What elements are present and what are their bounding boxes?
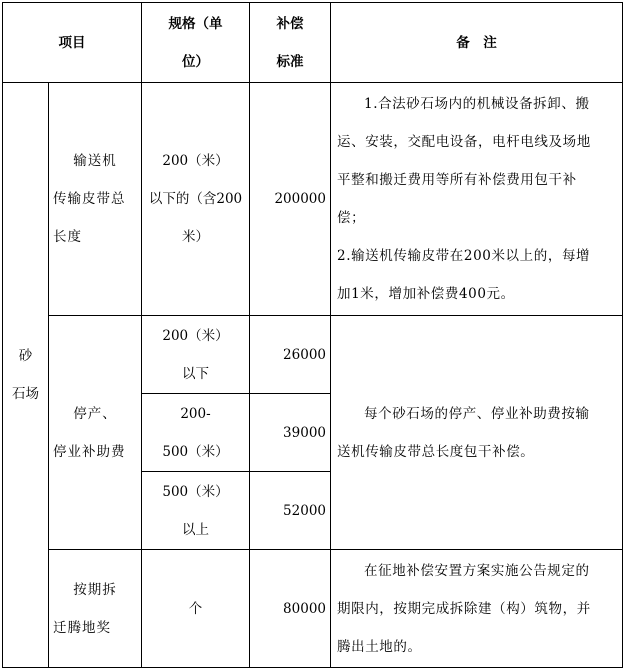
spec-line: 以下: [182, 365, 209, 382]
remark-conveyor: [331, 83, 623, 316]
header-item: 项目: [3, 3, 142, 83]
header-standard-line1: 补偿: [276, 15, 304, 32]
remark-line: 2.输送机传输皮带在200米以上的，每增: [337, 248, 591, 264]
remark-line: 每个砂石场的停产、停业补助费按输: [364, 405, 590, 422]
spec-line: 200（米）: [162, 327, 229, 344]
item-name-line: 长度: [53, 229, 82, 245]
remark-line: 送机传输皮带总长度包干补偿。: [337, 443, 535, 460]
spec-line: 米）: [182, 229, 209, 245]
remark-line: 加1米，增加补偿费400元。: [337, 286, 515, 302]
remark-line: 期限内，按期完成拆除建（构）筑物，并: [337, 600, 591, 617]
header-spec-line2: 位）: [182, 53, 209, 70]
item-name-shutdown: [49, 316, 142, 550]
header-spec: [142, 3, 250, 83]
spec-reward: 个: [142, 550, 250, 668]
remark-line: 在征地补偿安置方案实施公告规定的: [364, 562, 590, 579]
category-line2: 石场: [12, 386, 39, 402]
remark-reward: [331, 550, 623, 668]
spec-line: 以上: [182, 521, 209, 538]
item-name-line: 输送机: [73, 153, 117, 169]
header-spec-line1: 规格（单: [168, 15, 223, 32]
item-name-line: 停业补助费: [53, 443, 126, 460]
header-remark: 备 注: [331, 3, 623, 83]
header-row: [3, 3, 623, 83]
table-row: [3, 83, 623, 316]
compensation-table: [2, 2, 623, 668]
spec-line: 500（米）: [162, 443, 229, 460]
table-row: [3, 316, 623, 394]
value-shutdown-3: 52000: [250, 472, 331, 550]
header-standard-line2: 标准: [276, 53, 304, 70]
table-row: [3, 550, 623, 668]
value-shutdown-2: 39000: [250, 394, 331, 472]
remark-line: 运、安装，交配电设备，电杆电线及场地: [337, 134, 591, 150]
item-name-conveyor: [49, 83, 142, 316]
spec-shutdown-1: [142, 316, 250, 394]
value-shutdown-1: 26000: [250, 316, 331, 394]
item-name-line: 停产、: [73, 405, 117, 422]
spec-line: 200（米）: [162, 153, 229, 169]
spec-line: 200-: [180, 405, 211, 422]
remark-shutdown: [331, 316, 623, 550]
remark-line: 偿；: [337, 210, 366, 226]
item-name-line: 迁腾地奖: [53, 619, 111, 636]
item-name-line: 传输皮带总: [53, 191, 126, 207]
item-name-reward: [49, 550, 142, 668]
spec-line: 以下的（含200: [148, 191, 243, 207]
header-standard: [250, 3, 331, 83]
value-conveyor: 200000: [250, 83, 331, 316]
spec-line: 500（米）: [162, 483, 229, 500]
item-name-line: 按期拆: [73, 581, 117, 598]
value-reward: 80000: [250, 550, 331, 668]
category-cell: [3, 83, 49, 668]
remark-line: 1.合法砂石场内的机械设备拆卸、搬: [364, 96, 590, 112]
spec-shutdown-3: [142, 472, 250, 550]
remark-line: 平整和搬迁费用等所有补偿费用包干补: [337, 172, 577, 188]
remark-line: 腾出土地的。: [337, 638, 422, 655]
category-line1: 砂: [18, 348, 33, 364]
spec-shutdown-2: [142, 394, 250, 472]
spec-conveyor: [142, 83, 250, 316]
